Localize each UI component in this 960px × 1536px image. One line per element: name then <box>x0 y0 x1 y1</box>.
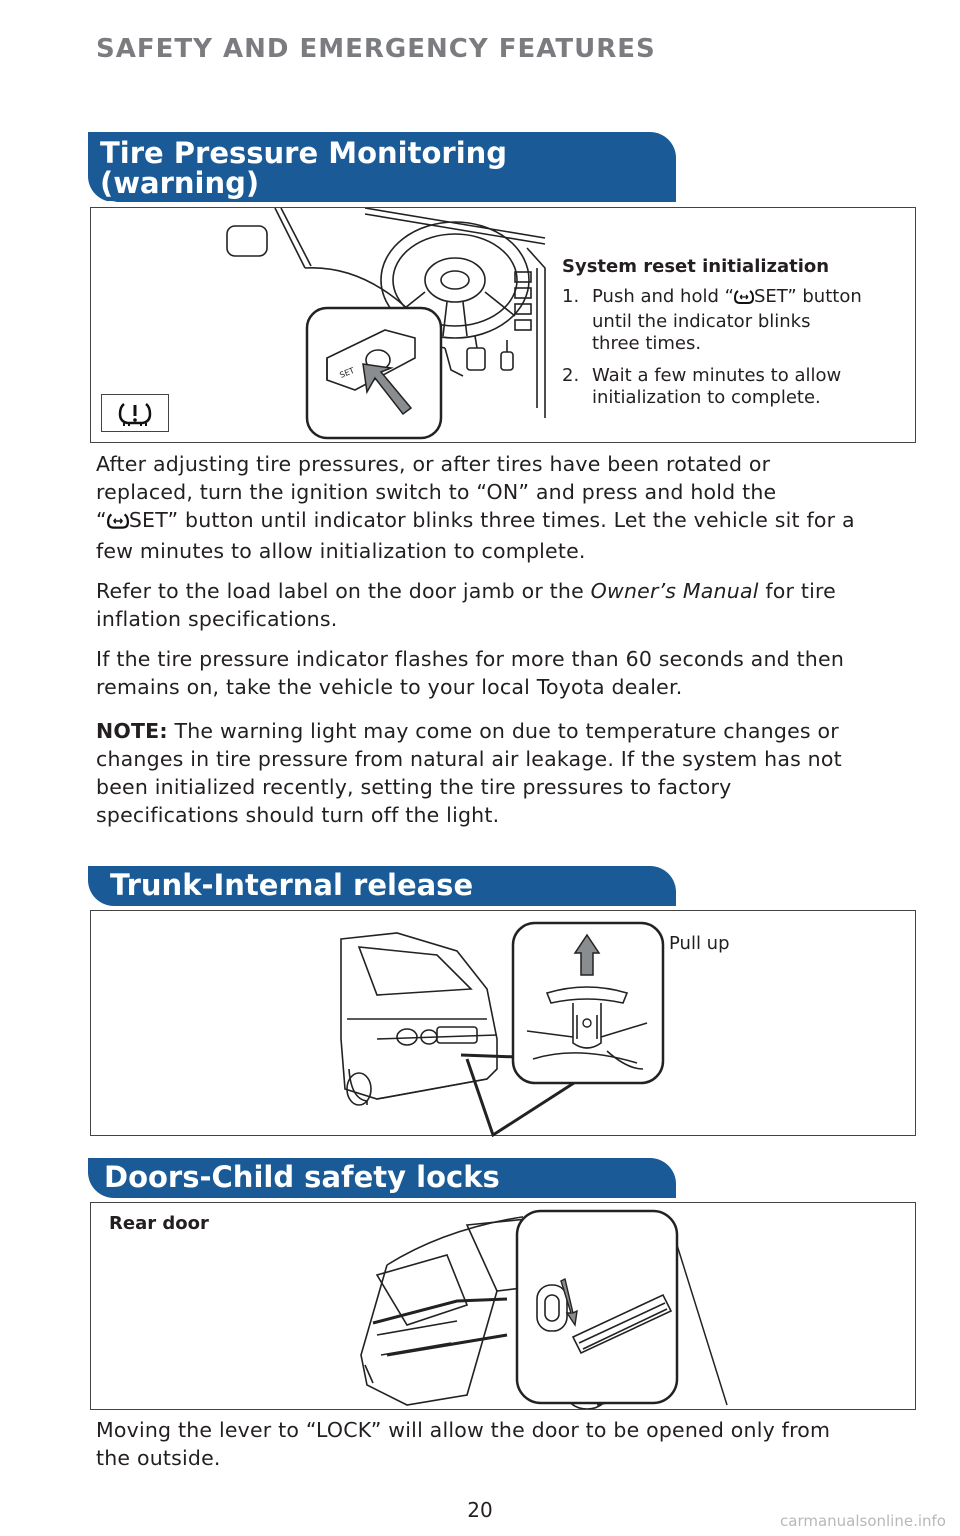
page-section-title: SAFETY AND EMERGENCY FEATURES <box>96 34 656 64</box>
step-1-text-pre: Push and hold “ <box>592 286 734 307</box>
trunk-heading-text: Trunk-Internal release <box>110 868 474 902</box>
tpms-paragraph-1 <box>96 450 922 565</box>
tpms-figure <box>90 207 916 443</box>
tpms-p1-line3-post: SET” button until indicator blinks three times. Let the vehicle sit for a <box>128 508 855 532</box>
tpms-p2-line2: inflation specifications. <box>96 607 338 631</box>
doors-heading <box>88 1158 676 1198</box>
owners-manual-reference: Owner’s Manual <box>590 579 759 603</box>
tpms-set-label: SET <box>338 365 356 380</box>
doors-heading-text: Doors-Child safety locks <box>104 1160 500 1194</box>
trunk-figure <box>90 910 916 1136</box>
tpms-callout-title: System reset initialization <box>562 256 830 277</box>
step-2-line-2: initialization to complete. <box>592 387 821 408</box>
tpms-heading <box>88 132 676 202</box>
dashboard-illustration <box>215 208 565 442</box>
doors-paragraph <box>96 1416 922 1472</box>
step-1-line-3: three times. <box>592 333 702 354</box>
watermark: carmanualsonline.info <box>780 1512 946 1530</box>
tire-pressure-warning-icon <box>101 394 169 432</box>
rear-door-callout: Rear door <box>109 1213 209 1234</box>
tpms-callout <box>562 256 912 409</box>
tpms-set-symbol-icon <box>107 509 129 537</box>
pull-up-callout: Pull up <box>669 933 730 954</box>
tpms-paragraph-2 <box>96 577 922 633</box>
note-line2: changes in tire pressure from natural air leakage. If the system has not <box>96 747 842 771</box>
tpms-p3-line1: If the tire pressure indicator flashes for more than 60 seconds and then <box>96 647 845 671</box>
trunk-heading <box>88 866 676 906</box>
step-1-line-2: until the indicator blinks <box>592 311 811 332</box>
tpms-body <box>96 450 922 841</box>
tpms-set-symbol-icon <box>734 289 754 311</box>
doors-body <box>96 1416 922 1484</box>
doors-figure <box>90 1202 916 1410</box>
tpms-p3-line2: remains on, take the vehicle to your local Toyota dealer. <box>96 675 683 699</box>
note-line3: been initialized recently, setting the tire pressures to factory <box>96 775 732 799</box>
step-1-number: 1. <box>562 286 580 307</box>
step-1-text-post: SET” button <box>753 286 862 307</box>
tpms-p1-line2: replaced, turn the ignition switch to “ON” and press and hold the <box>96 480 777 504</box>
child-lock-illustration <box>347 1205 763 1409</box>
tpms-heading-line1: Tire Pressure Monitoring (warning) <box>100 136 508 200</box>
page-number: 20 <box>467 1498 493 1522</box>
tpms-note <box>96 717 922 829</box>
trunk-release-illustration <box>337 919 667 1141</box>
tpms-p1-line1: After adjusting tire pressures, or after tires have been rotated or <box>96 452 771 476</box>
tpms-p2-pre: Refer to the load label on the door jamb or the <box>96 579 591 603</box>
doors-line2: the outside. <box>96 1446 221 1470</box>
tpms-p1-line3-pre: “ <box>96 508 107 532</box>
tpms-p1-line4: few minutes to allow initialization to complete. <box>96 539 586 563</box>
doors-line1: Moving the lever to “LOCK” will allow the door to be opened only from <box>96 1418 831 1442</box>
tpms-paragraph-3 <box>96 645 922 701</box>
tpms-p2-post: for tire <box>758 579 836 603</box>
note-label: NOTE: <box>96 719 168 743</box>
note-line1: The warning light may come on due to temperature changes or <box>167 719 839 743</box>
note-line4: specifications should turn off the light. <box>96 803 500 827</box>
step-2-line-1: Wait a few minutes to allow <box>592 365 842 386</box>
step-2-number: 2. <box>562 365 580 386</box>
